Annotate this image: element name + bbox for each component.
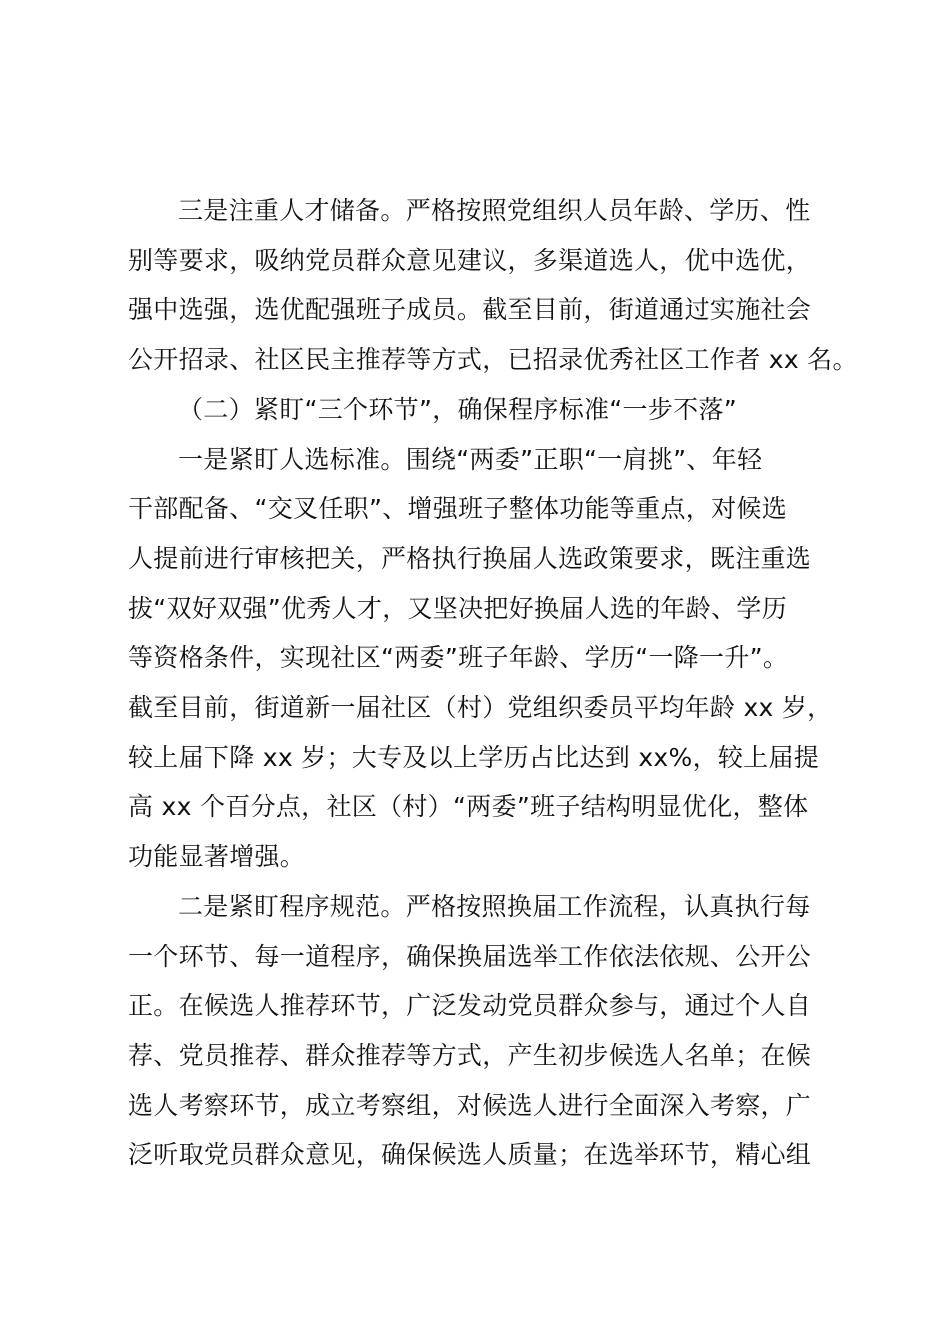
- text-line: 一是紧盯人选标准。围绕“两委”正职“一肩挑”、年轻: [178, 444, 763, 474]
- paragraph-procedure-standards: [128, 882, 840, 1180]
- text-line: 泛听取党员群众意见，确保候选人质量；在选举环节，精心组: [128, 1140, 812, 1170]
- text-line: 别等要求，吸纳党员群众意见建议，多渠道选人，优中选优，: [128, 245, 812, 275]
- text-line: 二是紧盯程序规范。严格按照换届工作流程，认真执行每: [178, 891, 811, 921]
- text-line: 较上届下降 xx 岁；大专及以上学历占比达到 xx%，较上届提: [128, 742, 820, 772]
- section-heading: （二）紧盯“三个环节”，确保程序标准“一步不落”: [178, 394, 738, 424]
- text-line: 一个环节、每一道程序，确保换届选举工作依法依规、公开公: [128, 941, 812, 971]
- text-line: 强中选强，选优配强班子成员。截至目前，街道通过实施社会: [128, 295, 812, 325]
- text-line: 功能显著增强。: [128, 842, 306, 872]
- text-line: 三是注重人才储备。严格按照党组织人员年龄、学历、性: [178, 196, 811, 225]
- text-line: 干部配备、“交叉任职”、增强班子整体功能等重点，对候选: [128, 494, 788, 524]
- text-line: 高 xx 个百分点，社区（村）“两委”班子结构明显优化，整体: [128, 792, 809, 822]
- text-line: 人提前进行审核把关，严格执行换届人选政策要求，既注重选: [128, 543, 812, 573]
- section-heading-three-links: [128, 385, 840, 435]
- text-line: 荐、党员推荐、群众推荐等方式，产生初步候选人名单；在候: [128, 1040, 812, 1070]
- text-line: 选人考察环节，成立考察组，对候选人进行全面深入考察，广: [128, 1090, 812, 1120]
- document-body: [128, 186, 858, 1180]
- text-line: 截至目前，街道新一届社区（村）党组织委员平均年龄 xx 岁，: [128, 693, 833, 723]
- paragraph-talent-reserve: [128, 186, 858, 385]
- text-line: 拔“双好双强”优秀人才，又坚决把好换届人选的年龄、学历: [128, 593, 788, 623]
- text-line: 正。在候选人推荐环节，广泛发动党员群众参与，通过个人自: [128, 991, 812, 1021]
- text-line: 等资格条件，实现社区“两委”班子年龄、学历“一降一升”。: [128, 643, 789, 673]
- text-line: 公开招录、社区民主推荐等方式，已招录优秀社区工作者 xx 名。: [128, 345, 858, 375]
- paragraph-candidate-standards: [128, 435, 840, 882]
